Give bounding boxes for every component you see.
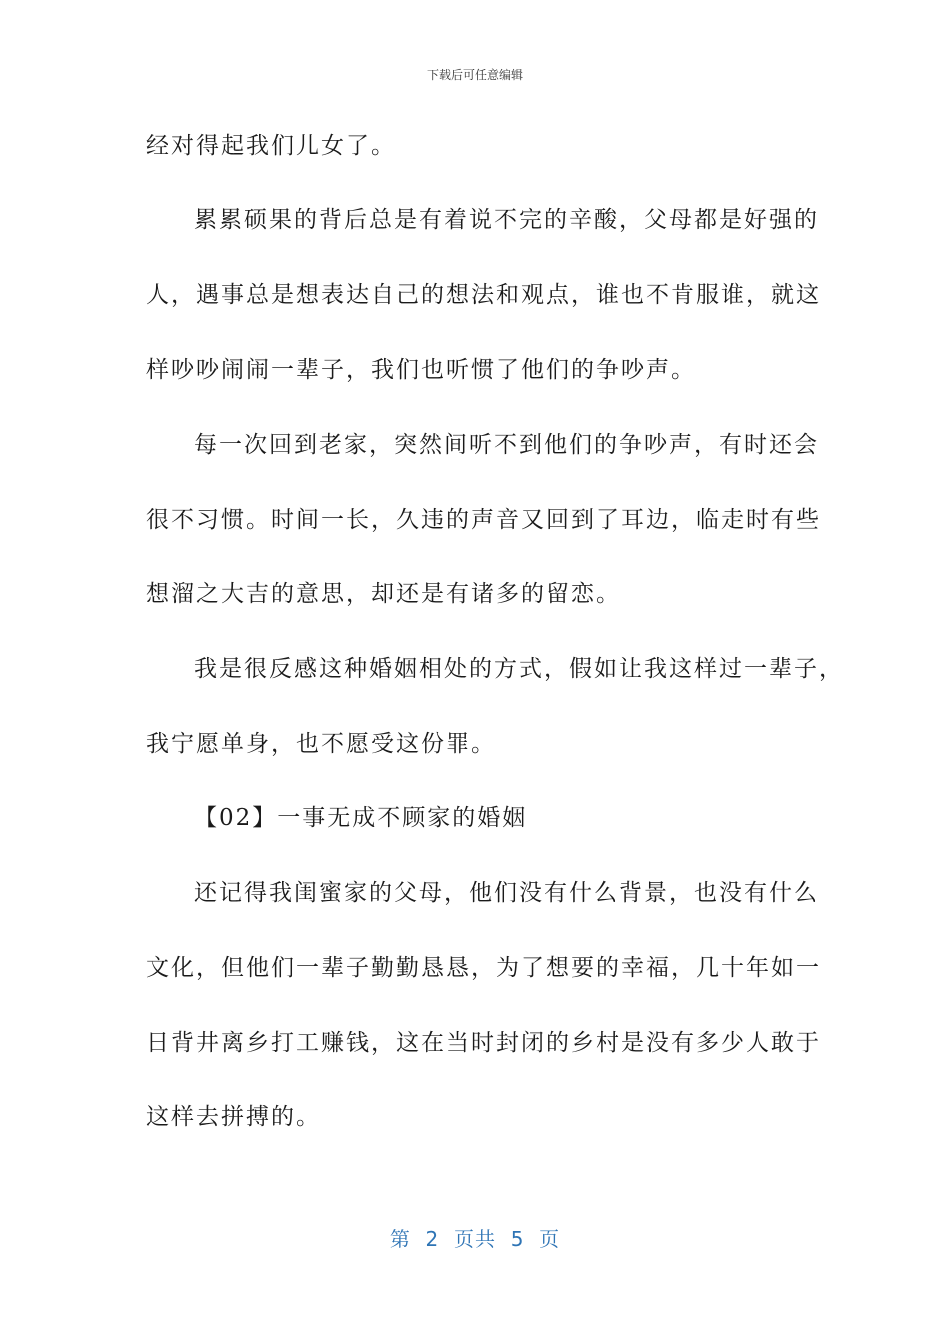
- page-number-footer: 第 2 页共 5 页: [389, 1227, 561, 1251]
- text-line: 经对得起我们儿女了。: [146, 133, 396, 159]
- paragraph-start-line: 累累硕果的背后总是有着说不完的辛酸，父母都是好强的: [194, 207, 819, 233]
- text-line: 日背井离乡打工赚钱，这在当时封闭的乡村是没有多少人敢于: [146, 1030, 821, 1056]
- text-line: 我宁愿单身，也不愿受这份罪。: [146, 731, 496, 757]
- text-line: 很不习惯。时间一长，久违的声音又回到了耳边，临走时有些: [146, 507, 821, 533]
- paragraph-start-line: 还记得我闺蜜家的父母，他们没有什么背景，也没有什么: [194, 880, 819, 906]
- text-line: 人，遇事总是想表达自己的想法和观点，谁也不肯服谁，就这: [146, 282, 821, 308]
- text-line: 文化，但他们一辈子勤勤恳恳，为了想要的幸福，几十年如一: [146, 955, 821, 981]
- section-heading: 【02】一事无成不顾家的婚姻: [194, 805, 528, 831]
- paragraph-start-line: 我是很反感这种婚姻相处的方式，假如让我这样过一辈子，: [194, 656, 844, 682]
- text-line: 这样去拼搏的。: [146, 1104, 321, 1130]
- paragraph-start-line: 每一次回到老家，突然间听不到他们的争吵声，有时还会: [194, 432, 819, 458]
- text-line: 想溜之大吉的意思，却还是有诸多的留恋。: [146, 581, 621, 607]
- text-line: 样吵吵闹闹一辈子，我们也听惯了他们的争吵声。: [146, 357, 696, 383]
- page-header: 下载后可任意编辑: [426, 68, 523, 82]
